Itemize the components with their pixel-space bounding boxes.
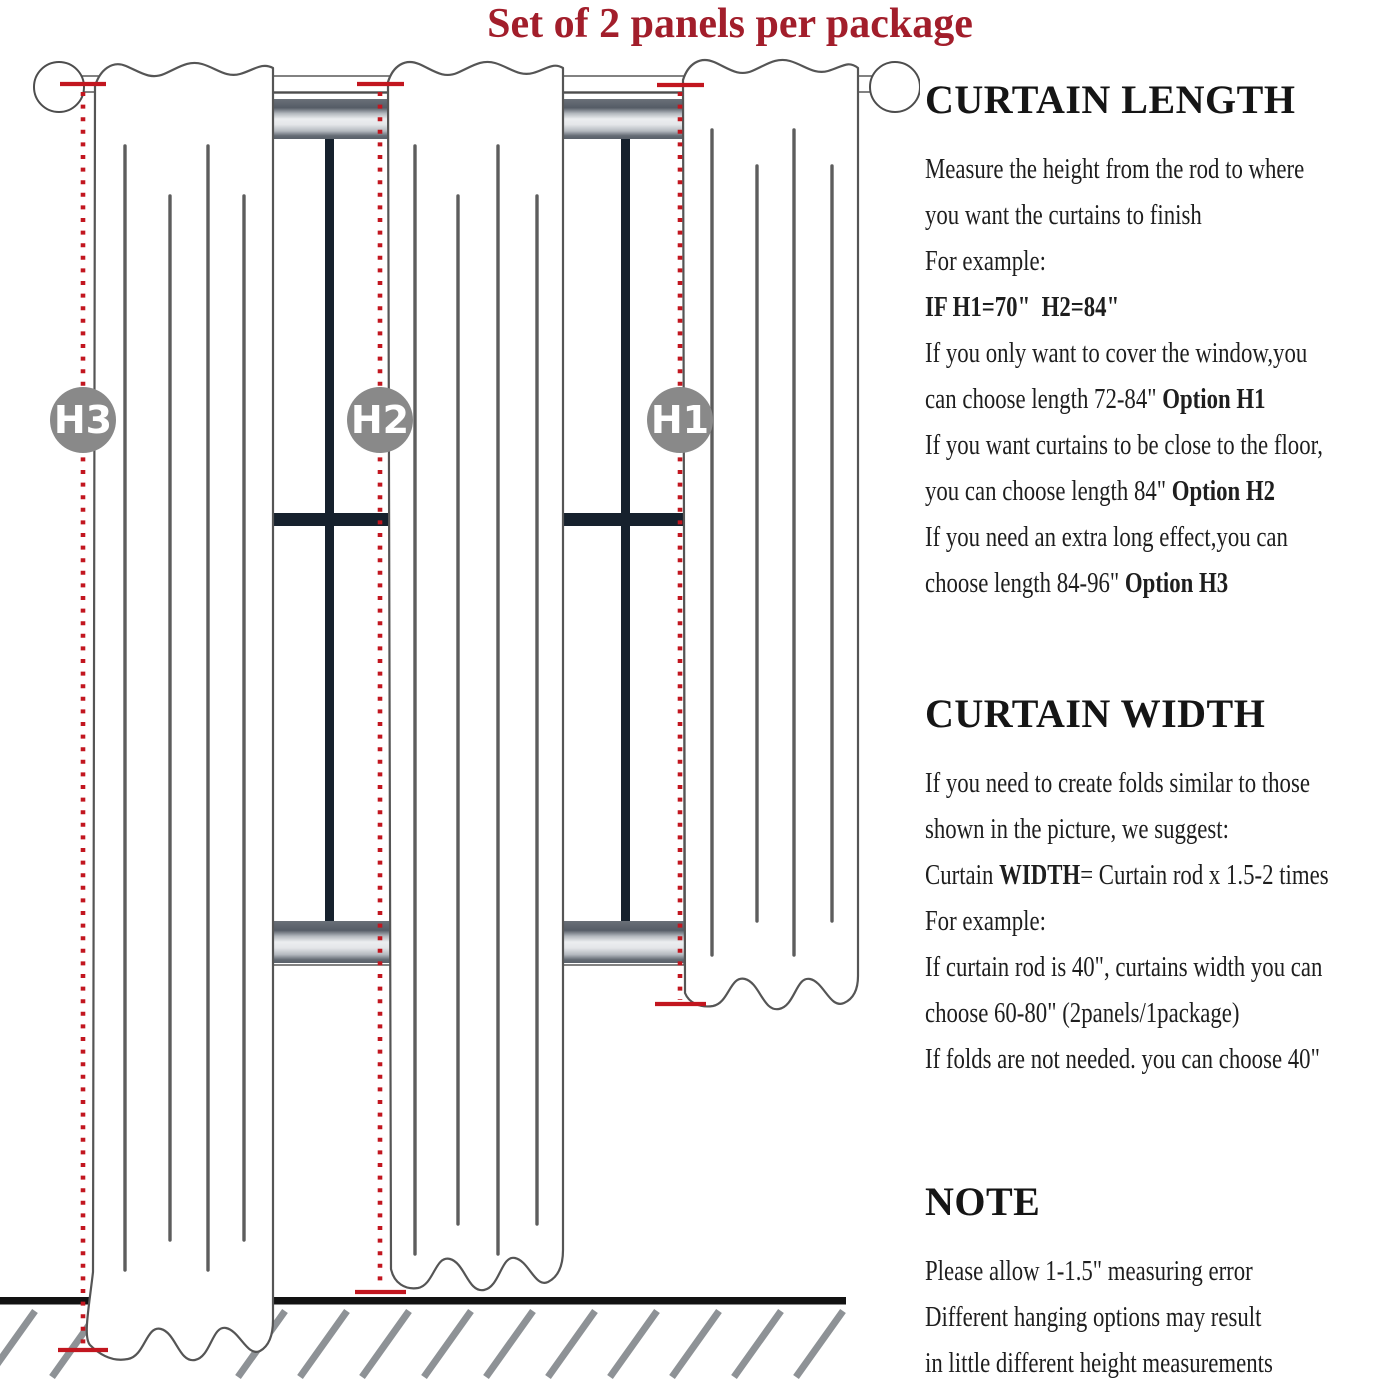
text-line: If you need an extra long effect,you can: [925, 522, 1288, 553]
text-line: Please allow 1-1.5" measuring error: [925, 1256, 1253, 1287]
window-mullion-vertical-right: [621, 139, 630, 921]
text-line: If you want curtains to be close to the floor,: [925, 430, 1323, 461]
text-line: If you only want to cover the window,you: [925, 338, 1308, 369]
text-line: If curtain rod is 40", curtains width you can: [925, 952, 1323, 983]
section-curtain-length: [925, 76, 1399, 607]
marker-h3: [50, 387, 116, 453]
text-line: IF H1=70" H2=84": [925, 292, 1120, 323]
marker-h3-label: H3: [53, 398, 113, 442]
note-text: [925, 1249, 1399, 1387]
curtain-width-heading: CURTAIN WIDTH: [925, 691, 1266, 736]
window-mullion-vertical-left: [325, 139, 334, 921]
marker-h2: [347, 387, 413, 453]
curtain-length-text: [925, 147, 1399, 607]
section-curtain-width: [925, 690, 1399, 1083]
text-line: you want the curtains to finish: [925, 200, 1202, 231]
text-line: you can choose length 84" Option H2: [925, 476, 1276, 507]
text-line: Different hanging options may result: [925, 1302, 1262, 1333]
rod-finial-left: [34, 62, 84, 112]
marker-h1-label: H1: [650, 398, 710, 442]
text-line: choose length 84-96" Option H3: [925, 568, 1229, 599]
text-line: can choose length 72-84" Option H1: [925, 384, 1266, 415]
section-note: [925, 1178, 1399, 1387]
text-line: Curtain WIDTH= Curtain rod x 1.5-2 times: [925, 860, 1329, 891]
text-line: For example:: [925, 246, 1046, 277]
marker-h2-label: H2: [350, 398, 410, 442]
text-line: For example:: [925, 906, 1046, 937]
curtain-panels: [87, 60, 858, 1360]
text-line: Measure the height from the rod to where: [925, 154, 1305, 185]
text-line: choose 60-80" (2panels/1package): [925, 998, 1240, 1029]
text-line: in little different height measurements: [925, 1348, 1273, 1379]
curtain-width-text: [925, 761, 1399, 1083]
marker-h1: [647, 387, 713, 453]
text-line: shown in the picture, we suggest:: [925, 814, 1229, 845]
text-line: If you need to create folds similar to those: [925, 768, 1310, 799]
rod-finial-right: [870, 62, 920, 112]
page-title: Set of 2 panels per package: [487, 1, 973, 47]
curtain-length-heading: CURTAIN LENGTH: [925, 77, 1296, 122]
note-heading: NOTE: [925, 1179, 1041, 1224]
text-line: If folds are not needed. you can choose 40": [925, 1044, 1320, 1075]
